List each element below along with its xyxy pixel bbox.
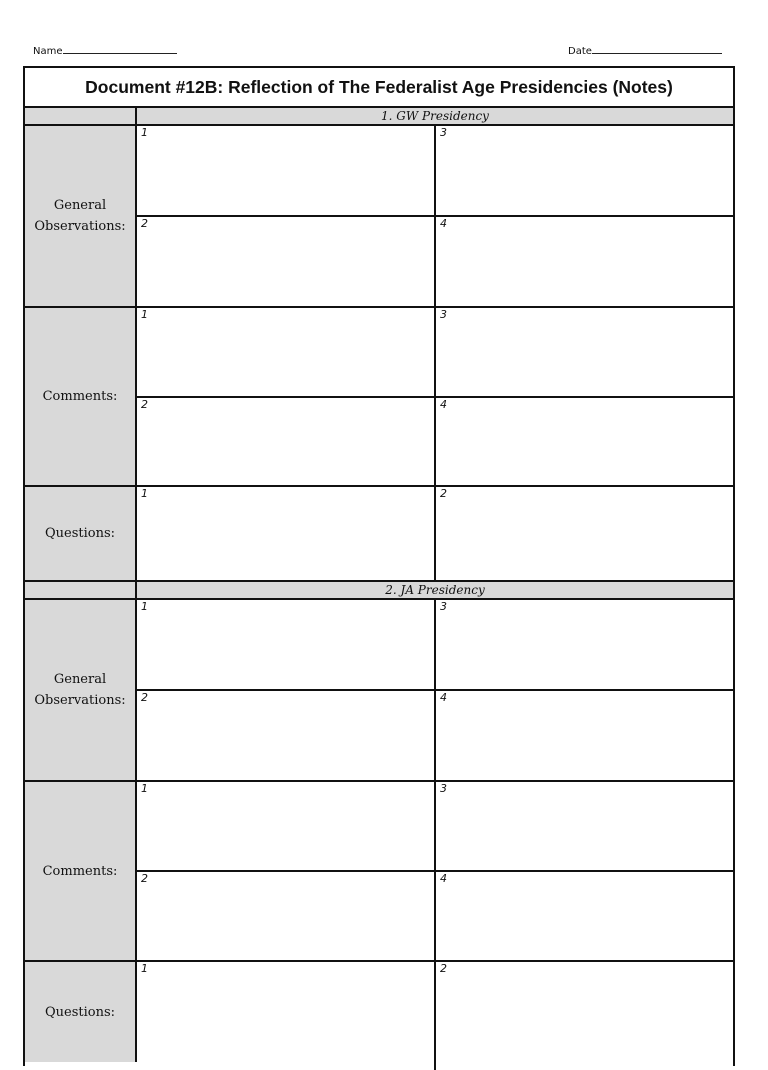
questions-label: Questions: bbox=[25, 962, 137, 1062]
cell-number: 1 bbox=[141, 126, 148, 139]
comments-label: Comments: bbox=[25, 308, 137, 485]
cell-number: 3 bbox=[440, 308, 447, 321]
note-cell[interactable] bbox=[137, 217, 434, 306]
cell-number: 2 bbox=[141, 398, 148, 411]
cell-number: 1 bbox=[141, 600, 148, 613]
date-field[interactable] bbox=[568, 44, 722, 57]
note-cell[interactable] bbox=[436, 691, 733, 780]
note-cell[interactable] bbox=[436, 308, 733, 396]
note-cell[interactable] bbox=[436, 217, 733, 306]
note-cell[interactable] bbox=[436, 962, 733, 1062]
questions-label: Questions: bbox=[25, 487, 137, 580]
cell-number: 3 bbox=[440, 600, 447, 613]
cell-number: 2 bbox=[141, 872, 148, 885]
note-cell[interactable] bbox=[137, 962, 434, 1062]
cell-number: 3 bbox=[440, 126, 447, 139]
note-cell[interactable] bbox=[137, 872, 434, 960]
cell-number: 1 bbox=[141, 308, 148, 321]
date-blank-line[interactable] bbox=[592, 44, 722, 54]
observations-label: General Observations: bbox=[25, 126, 137, 306]
note-cell[interactable] bbox=[436, 126, 733, 215]
note-cell[interactable] bbox=[137, 126, 434, 215]
note-cell[interactable] bbox=[137, 398, 434, 485]
section-heading-spacer bbox=[25, 108, 137, 124]
note-cell[interactable] bbox=[137, 691, 434, 780]
note-cell[interactable] bbox=[436, 782, 733, 870]
cell-number: 4 bbox=[440, 217, 447, 230]
name-field[interactable] bbox=[33, 44, 177, 57]
cell-number: 4 bbox=[440, 691, 447, 704]
section-heading-row bbox=[25, 580, 733, 600]
date-label: Date bbox=[568, 46, 592, 57]
note-cell[interactable] bbox=[436, 398, 733, 485]
section-heading-row bbox=[25, 106, 733, 126]
note-cell[interactable] bbox=[137, 600, 434, 689]
section-heading-spacer bbox=[25, 582, 137, 598]
cell-number: 2 bbox=[440, 962, 447, 975]
note-cell[interactable] bbox=[436, 600, 733, 689]
section-heading: 2. JA Presidency bbox=[137, 582, 733, 598]
section-heading: 1. GW Presidency bbox=[137, 108, 733, 124]
column-divider bbox=[434, 600, 436, 1070]
name-blank-line[interactable] bbox=[63, 44, 177, 54]
name-label: Name bbox=[33, 46, 63, 57]
column-divider bbox=[434, 126, 436, 580]
cell-number: 3 bbox=[440, 782, 447, 795]
note-cell[interactable] bbox=[137, 487, 434, 580]
cell-number: 4 bbox=[440, 398, 447, 411]
cell-number: 1 bbox=[141, 782, 148, 795]
cell-number: 2 bbox=[141, 217, 148, 230]
cell-number: 1 bbox=[141, 487, 148, 500]
document-title: Document #12B: Reflection of The Federalist Age Presidencies (Notes) bbox=[25, 68, 733, 108]
cell-number: 4 bbox=[440, 872, 447, 885]
cell-number: 2 bbox=[440, 487, 447, 500]
note-cell[interactable] bbox=[137, 782, 434, 870]
observations-label: General Observations: bbox=[25, 600, 137, 780]
cell-number: 1 bbox=[141, 962, 148, 975]
note-cell[interactable] bbox=[137, 308, 434, 396]
comments-label: Comments: bbox=[25, 782, 137, 960]
note-cell[interactable] bbox=[436, 872, 733, 960]
note-cell[interactable] bbox=[436, 487, 733, 580]
cell-number: 2 bbox=[141, 691, 148, 704]
notes-worksheet bbox=[23, 66, 735, 1066]
